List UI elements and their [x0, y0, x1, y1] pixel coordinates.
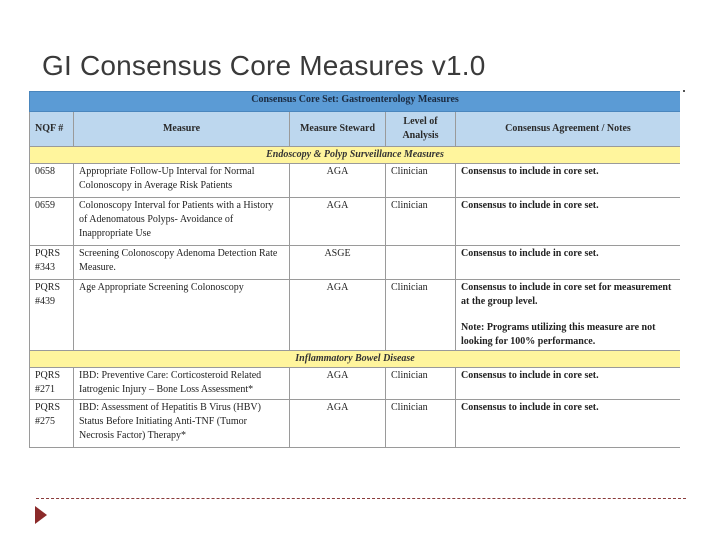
table-row	[30, 280, 681, 351]
cell-nqf: 0658	[30, 164, 74, 198]
measures-table-container	[29, 91, 680, 453]
cell-level	[386, 246, 456, 280]
header-level: Level of Analysis	[386, 112, 456, 147]
measures-table	[29, 91, 680, 448]
cell-steward: AGA	[290, 164, 386, 198]
cell-measure: IBD: Assessment of Hepatitis B Virus (HBV) Status Before Initiating Anti-TNF (Tumor Necrosis Factor) Therapy*	[74, 400, 290, 448]
section-ibd: Inflammatory Bowel Disease	[30, 351, 681, 368]
table-row	[30, 400, 681, 448]
table-row	[30, 246, 681, 280]
cell-nqf: PQRS #343	[30, 246, 74, 280]
slide-arrow-icon	[35, 506, 47, 524]
header-steward: Measure Steward	[290, 112, 386, 147]
cell-steward: AGA	[290, 280, 386, 351]
notes-extra: Note: Programs utilizing this measure are not looking for 100% performance.	[461, 322, 656, 347]
cell-notes	[456, 280, 681, 351]
table-title: Consensus Core Set: Gastroenterology Measures	[30, 92, 681, 112]
header-measure: Measure	[74, 112, 290, 147]
cell-steward: AGA	[290, 400, 386, 448]
cell-measure: Age Appropriate Screening Colonoscopy	[74, 280, 290, 351]
section-endoscopy: Endoscopy & Polyp Surveillance Measures	[30, 147, 681, 164]
cell-steward: ASGE	[290, 246, 386, 280]
cell-measure: Colonoscopy Interval for Patients with a History of Adenomatous Polyps- Avoidance of Inappropriate Use	[74, 198, 290, 246]
header-nqf: NQF #	[30, 112, 74, 147]
table-row	[30, 164, 681, 198]
cell-measure: IBD: Preventive Care: Corticosteroid Related Iatrogenic Injury – Bone Loss Assessment*	[74, 368, 290, 400]
cell-measure: Screening Colonoscopy Adenoma Detection Rate Measure.	[74, 246, 290, 280]
cell-notes: Consensus to include in core set.	[456, 400, 681, 448]
footer-divider	[36, 498, 686, 499]
cell-level: Clinician	[386, 400, 456, 448]
cell-nqf: 0659	[30, 198, 74, 246]
cell-steward: AGA	[290, 368, 386, 400]
cell-level: Clinician	[386, 164, 456, 198]
cell-notes: Consensus to include in core set.	[456, 246, 681, 280]
cell-nqf: PQRS #275	[30, 400, 74, 448]
cell-level: Clinician	[386, 280, 456, 351]
cell-measure: Appropriate Follow-Up Interval for Normal Colonoscopy in Average Risk Patients	[74, 164, 290, 198]
table-row	[30, 198, 681, 246]
cell-nqf: PQRS #439	[30, 280, 74, 351]
cell-nqf: PQRS #271	[30, 368, 74, 400]
notes-text: Consensus to include in core set for measurement at the group level.	[461, 282, 672, 307]
cell-steward: AGA	[290, 198, 386, 246]
cell-notes: Consensus to include in core set.	[456, 198, 681, 246]
cell-level: Clinician	[386, 368, 456, 400]
decorative-dot	[683, 90, 685, 92]
cell-level: Clinician	[386, 198, 456, 246]
slide-title: GI Consensus Core Measures v1.0	[42, 50, 486, 81]
table-row	[30, 368, 681, 400]
header-notes: Consensus Agreement / Notes	[456, 112, 681, 147]
cell-notes: Consensus to include in core set.	[456, 164, 681, 198]
cell-notes: Consensus to include in core set.	[456, 368, 681, 400]
